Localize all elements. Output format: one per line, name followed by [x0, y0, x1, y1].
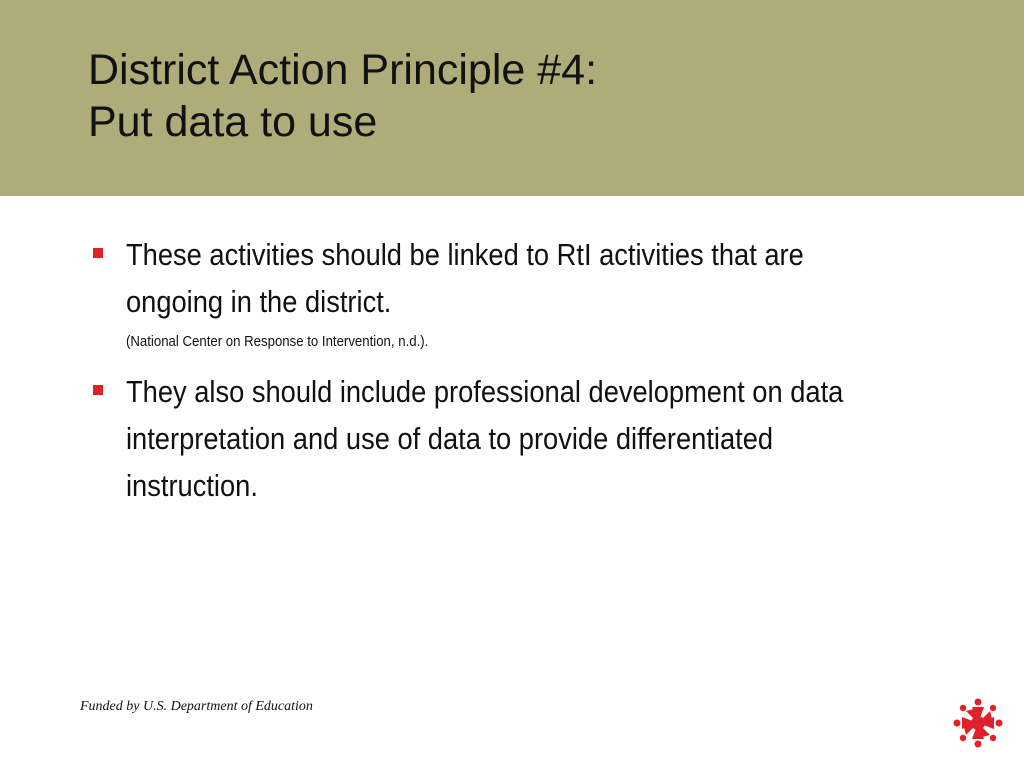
- slide-title-line-2: Put data to use: [88, 98, 378, 146]
- slide-title-line-1: District Action Principle #4:: [88, 46, 598, 94]
- slide-title: [88, 44, 597, 148]
- citation-text: (National Center on Response to Intervention, n.d.).: [126, 333, 429, 350]
- bullet-item-1: These activities should be linked to RtI activities that are ongoing in the district.: [126, 237, 804, 319]
- bullet-item-2: They also should include professional development on data interpretation and use of data to provide differentiated instruction.: [126, 374, 844, 503]
- organization-logo-icon: [952, 697, 1004, 749]
- funding-footer: Funded by U.S. Department of Education: [80, 699, 313, 714]
- red-square-bullet-icon: [92, 384, 104, 396]
- red-square-bullet-icon: [92, 247, 104, 259]
- title-banner: [0, 0, 1024, 196]
